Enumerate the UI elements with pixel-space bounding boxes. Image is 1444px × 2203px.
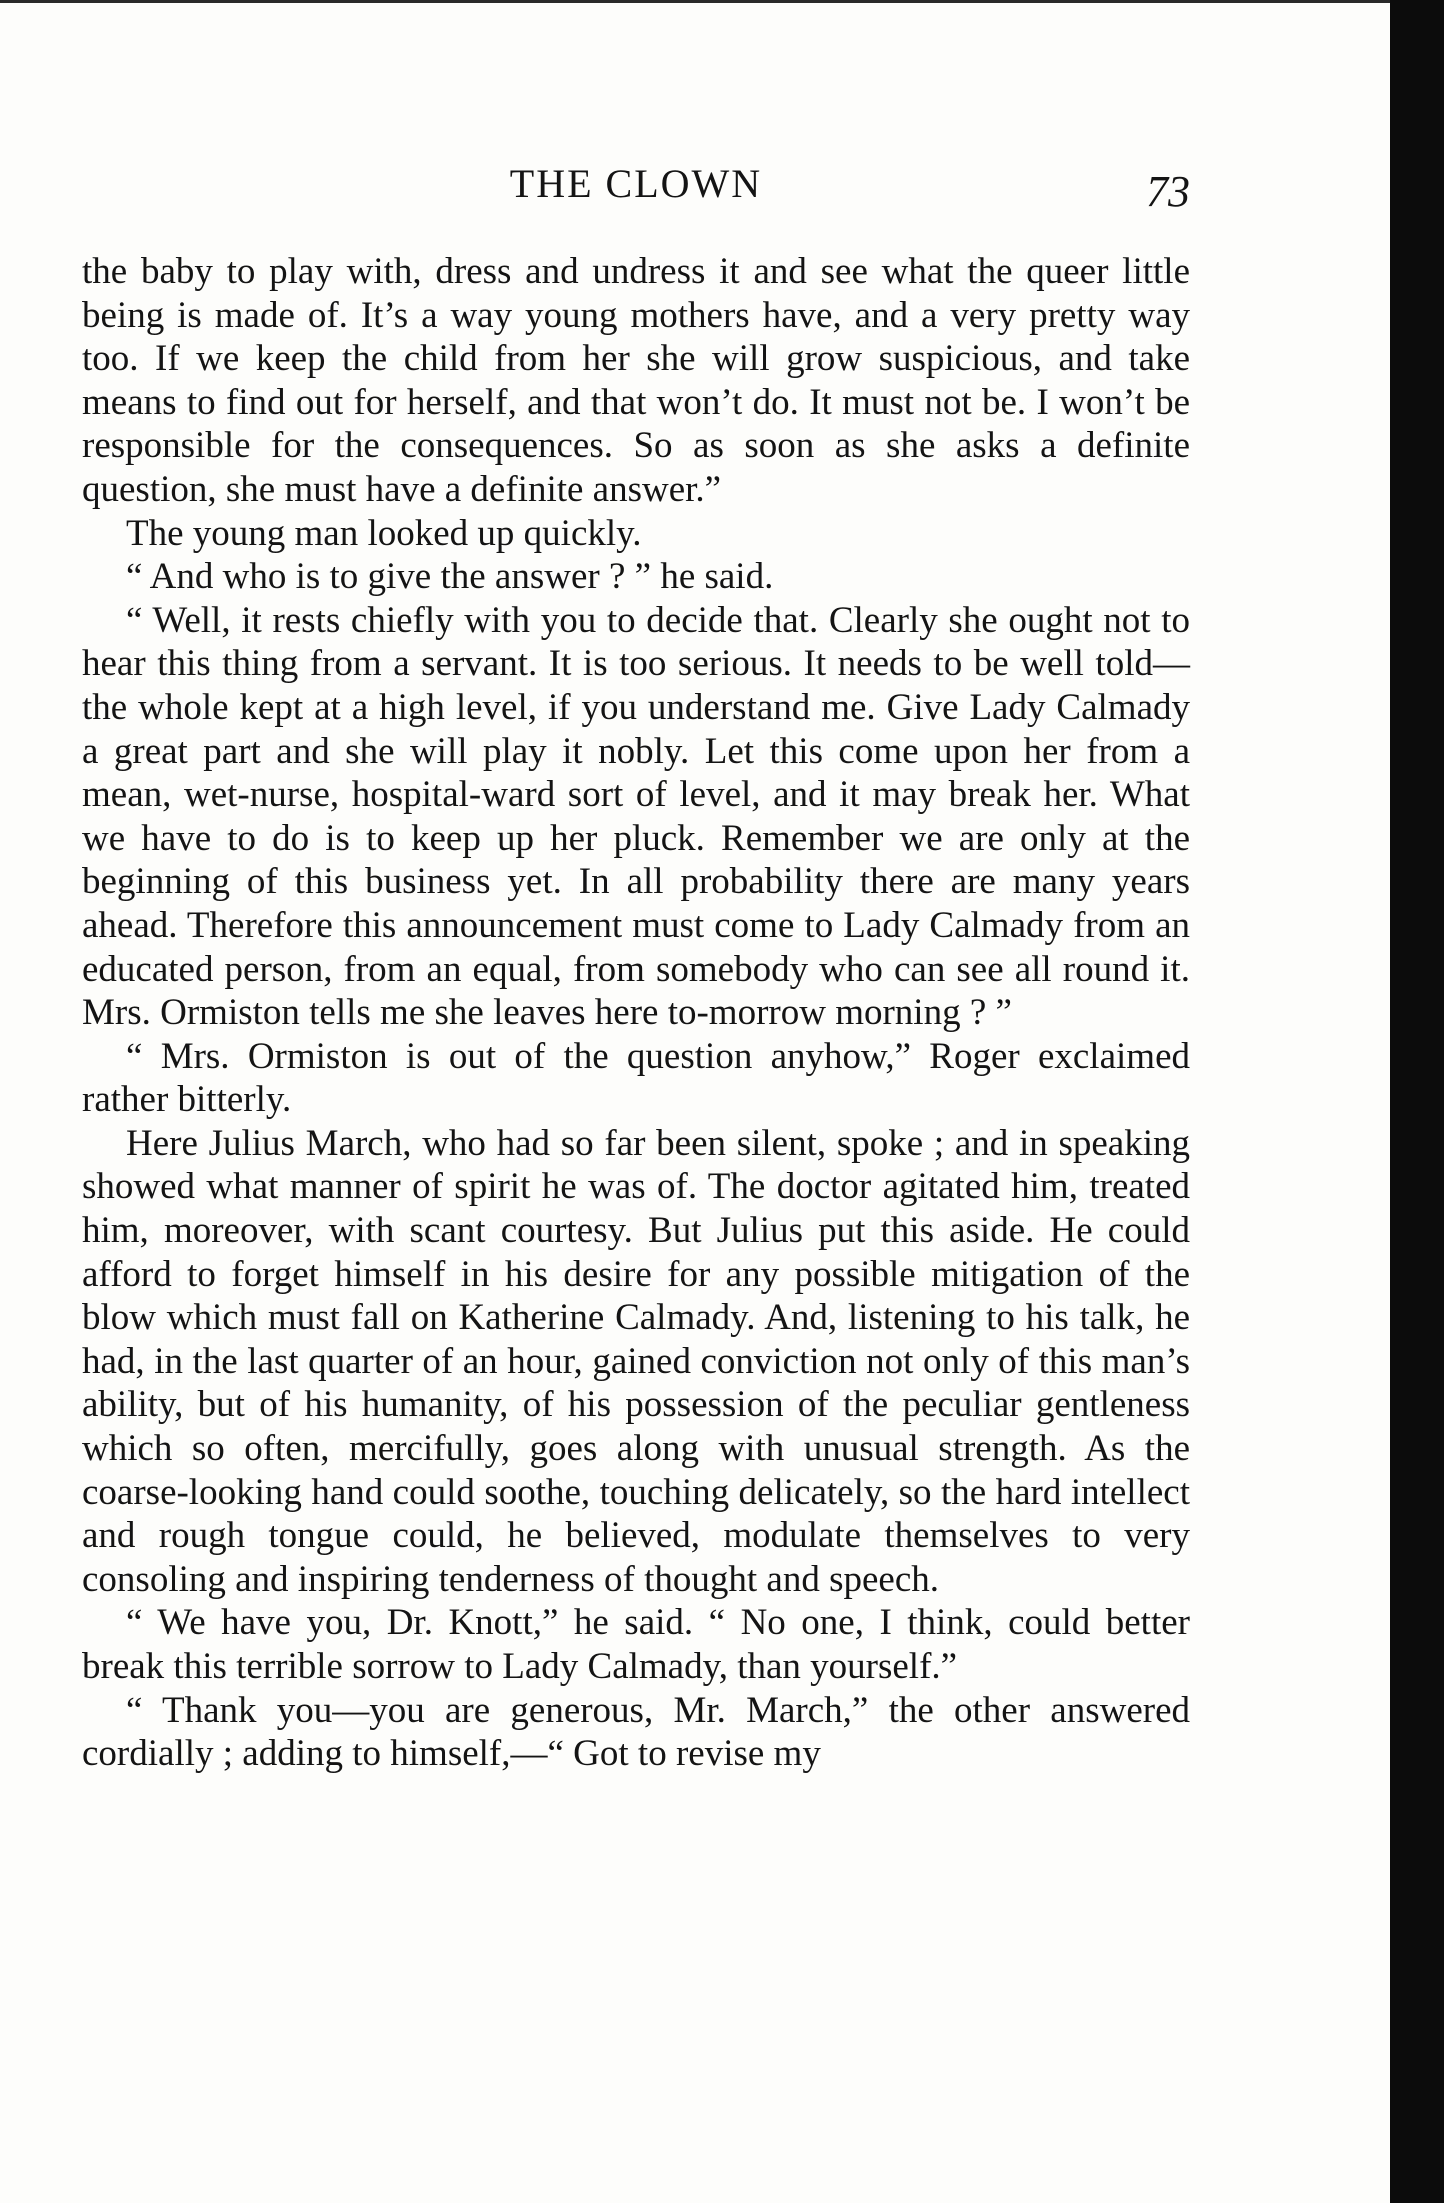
- paragraph-continued: the baby to play with, dress and undress it and see what the queer little being is made of. It’s a way young mothers have, and a very pretty way too. If we keep the child from her she will grow suspicious, and take means to find out for herself, and that won’t do. It must not be. I won’t be responsible for the consequences. So as soon as she asks a definite question, she must have a definite answer.”: [82, 251, 1190, 510]
- paragraph: Here Julius March, who had so far been silent, spoke ; and in speaking showed what manner of spirit he was of. The doctor agitated him, treated him, moreover, with scant courtesy. But Julius put this aside. He could afford to forget himself in his desire for any possible mitigation of the blow which must fall on Katherine Calmady. And, listening to his talk, he had, in the last quarter of an hour, gained conviction not only of this man’s ability, but of his humanity, of his possession of the peculiar gentleness which so often, mercifully, goes along with unusual strength. As the coarse-looking hand could soothe, touching delicately, so the hard intellect and rough tongue could, he believed, modulate themselves to very consoling and inspiring tenderness of thought and speech.: [82, 1122, 1190, 1600]
- page-header: [82, 160, 1190, 220]
- body-text: [82, 250, 1190, 1776]
- page-number: 73: [1146, 167, 1190, 216]
- paragraph: “ And who is to give the answer ? ” he said.: [126, 556, 774, 598]
- running-head: THE CLOWN: [509, 161, 763, 206]
- paragraph: “ Thank you—you are generous, Mr. March,” the other answered cordially ; adding to himself,—“ Got to revise my: [82, 1689, 1190, 1775]
- paragraph: “ We have you, Dr. Knott,” he said. “ No one, I think, could better break this terrible sorrow to Lady Calmady, than yourself.”: [82, 1602, 1190, 1687]
- paragraph: “ Mrs. Ormiston is out of the question anyhow,” Roger exclaimed rather bitterly.: [82, 1035, 1190, 1121]
- top-edge-rule: [0, 0, 1390, 3]
- paragraph: “ Well, it rests chiefly with you to decide that. Clearly she ought not to hear this thing from a servant. It is too serious. It needs to be well told—the whole kept at a high level, if you understand me. Give Lady Calmady a great part and she will play it nobly. Let this come upon her from a mean, wet-nurse, hospital-ward sort of level, and it may break her. What we have to do is to keep up her pluck. Remember we are only at the beginning of this business yet. In all probability there are many years ahead. Therefore this announcement must come to Lady Calmady from an educated person, from an equal, from somebody who can see all round it. Mrs. Ormiston tells me she leaves here to-morrow morning ? ”: [82, 599, 1190, 1034]
- scan-right-edge: [1390, 0, 1444, 2203]
- paragraph: The young man looked up quickly.: [126, 512, 642, 554]
